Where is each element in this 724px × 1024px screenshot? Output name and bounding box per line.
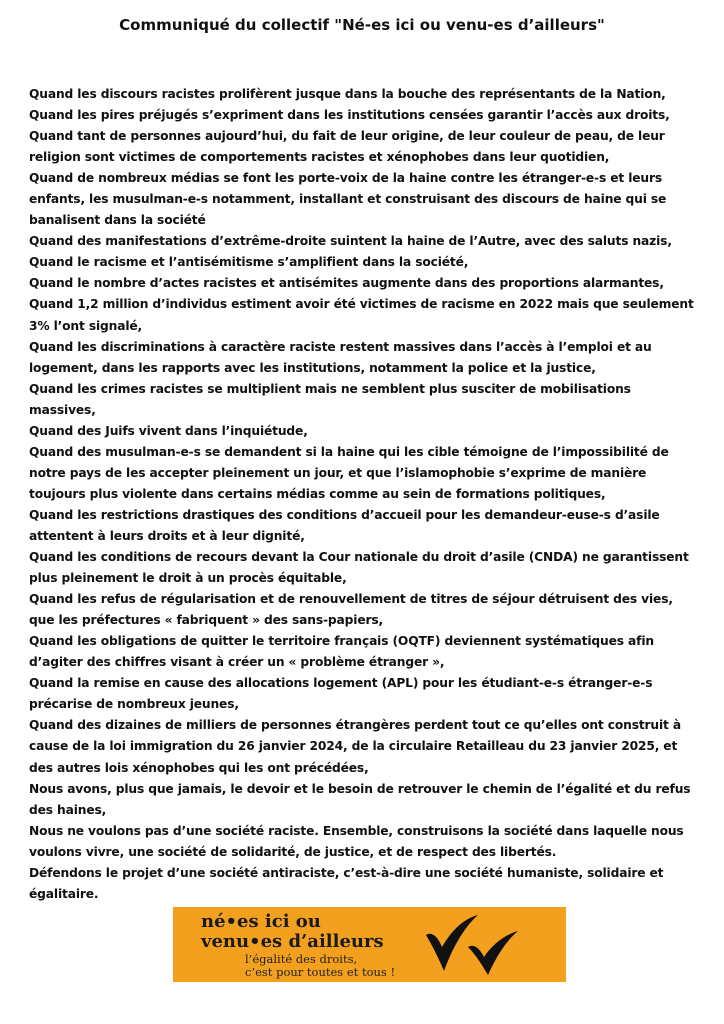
paragraph: Quand les refus de régularisation et de renouvellement de titres de séjour détruisent des vies, que les préfectures « fabriquent » des sans-papiers, (29, 592, 673, 628)
paragraph: Quand la remise en cause des allocations logement (APL) pour les étudiant-e-s étranger-e-s précarise de nombreux jeunes, (29, 676, 653, 712)
page-title: Communiqué du collectif "Né-es ici ou venu-es d’ailleurs" (119, 16, 605, 34)
paragraph: Quand le nombre d’actes racistes et antisémites augmente dans des proportions alarmantes, (29, 276, 664, 291)
paragraph: Quand des musulman-e-s se demandent si la haine qui les cible témoigne de l’impossibilité de notre pays de les accepter pleinement un jour, et que l’islamophobie s’exprime de manière toujours plus violente dans certains médias comme au sein de formations politiques, (29, 444, 669, 501)
paragraph: Quand des dizaines de milliers de personnes étrangères perdent tout ce qu’elles ont construit à cause de la loi immigration du 26 janvier 2024, de la circulaire Retailleau du 23 janvier 2025, et des autres lois xénophobes qui les ont précédées, (29, 718, 681, 775)
paragraph: Quand les restrictions drastiques des conditions d’accueil pour les demandeur-euse-s d’asile attentent à leurs droits et à leur dignité, (29, 507, 660, 543)
paragraph: Quand les crimes racistes se multiplient mais ne semblent plus susciter de mobilisations massives, (29, 381, 631, 417)
paragraph: Quand de nombreux médias se font les porte-voix de la haine contre les étranger-e-s et leurs enfants, les musulman-e-s notamment, installant et construisant des discours de haine qui se banalisent dans la société (29, 171, 667, 228)
paragraph: Quand des manifestations d’extrême-droite suintent la haine de l’Autre, avec des saluts nazis, (29, 234, 672, 249)
paragraph: Quand des Juifs vivent dans l’inquiétude, (29, 423, 308, 438)
paragraph: Nous avons, plus que jamais, le devoir et le besoin de retrouver le chemin de l’égalité et du refus des haines, (29, 781, 691, 817)
logo-text-line1: né•es ici ou (201, 911, 321, 932)
paragraph: Quand les discriminations à caractère raciste restent massives dans l’accès à l’emploi et au logement, dans les rapports avec les institutions, notamment la police et la justice, (29, 339, 652, 375)
paragraph: Quand 1,2 million d’individus estiment avoir été victimes de racisme en 2022 mais que seulement 3% l’ont signalé, (29, 297, 694, 333)
paragraph: Quand le racisme et l’antisémitisme s’amplifient dans la société, (29, 255, 469, 270)
communique-body (29, 84, 699, 905)
paragraph: Quand les pires préjugés s’expriment dans les institutions censées garantir l’accès aux droits, (29, 108, 670, 123)
collective-logo (173, 907, 566, 982)
paragraph: Quand les conditions de recours devant la Cour nationale du droit d’asile (CNDA) ne garantissent plus pleinement le droit à un procès équitable, (29, 550, 689, 586)
double-checkmark-icon (418, 913, 558, 979)
paragraph: Quand les discours racistes prolifèrent jusque dans la bouche des représentants de la Nation, (29, 87, 666, 101)
paragraph: Défendons le projet d’une société antiraciste, c’est-à-dire une société humaniste, solidaire et égalitaire. (29, 865, 664, 901)
logo-slogan-line2: c’est pour toutes et tous ! (245, 965, 396, 979)
logo-slogan-line1: l’égalité des droits, (245, 952, 358, 966)
paragraph: Quand tant de personnes aujourd’hui, du fait de leur origine, de leur couleur de peau, de leur religion sont victimes de comportements racistes et xénophobes dans leur quotidien, (29, 129, 665, 165)
paragraph: Nous ne voulons pas d’une société raciste. Ensemble, construisons la société dans laquelle nous voulons vivre, une société de solidarité, de justice, et de respect des libertés. (29, 823, 684, 859)
logo-text-line2: venu•es d’ailleurs (201, 931, 384, 952)
paragraph: Quand les obligations de quitter le territoire français (OQTF) deviennent systématiques afin d’agiter des chiffres visant à créer un « problème étranger », (29, 634, 654, 670)
